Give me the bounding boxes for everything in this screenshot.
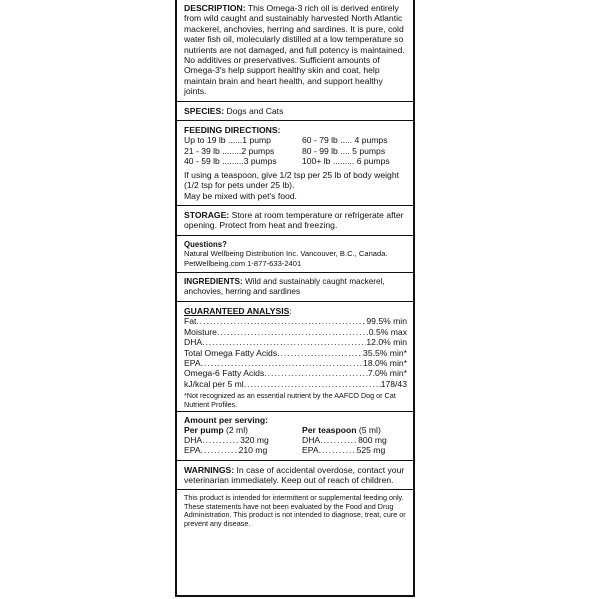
storage-text: Store at room temperature or refrigerate after opening. Protect from heat and freezing. xyxy=(184,209,404,231)
analysis-label: DHA xyxy=(184,337,203,348)
feeding-row: 21 - 39 lb ........2 pumps xyxy=(184,145,275,156)
analysis-value: 0.5% max xyxy=(368,326,407,337)
analysis-footnote: *Not recognized as an essential nutrient by the AAFCO Dog or Cat Nutrient Profiles. xyxy=(184,391,396,409)
storage-heading: STORAGE: xyxy=(184,209,230,220)
description-section xyxy=(184,3,407,97)
serving-amount: 320 mg xyxy=(240,435,269,446)
analysis-row xyxy=(184,316,407,326)
per-teaspoon-unit: (5 ml) xyxy=(356,425,381,435)
mix-note: May be mixed with pet's food. xyxy=(184,190,297,201)
analysis-title xyxy=(184,306,407,316)
divider xyxy=(177,301,413,302)
per-pump-label: Per pump xyxy=(184,425,224,435)
feeding-section xyxy=(184,125,407,201)
warnings-heading: WARNINGS: xyxy=(184,464,235,475)
questions-heading: Questions? xyxy=(184,239,227,249)
feeding-row: 80 - 99 lb .... 5 pumps xyxy=(302,145,386,156)
divider xyxy=(177,120,413,121)
analysis-value: 12.0% min xyxy=(366,337,407,348)
analysis-colon: : xyxy=(289,305,292,316)
serving-amount: 800 mg xyxy=(358,435,387,446)
ingredients-text: Wild and sustainably caught mackerel, anchovies, herring and sardines xyxy=(184,276,385,296)
analysis-row xyxy=(184,337,407,347)
contact-info: PetWellbeing.com 1-877-633-2401 xyxy=(184,258,302,268)
feeding-heading: FEEDING DIRECTIONS: xyxy=(184,125,281,136)
per-teaspoon-label: Per teaspoon xyxy=(302,425,357,435)
serving-heading: Amount per serving: xyxy=(184,415,269,425)
analysis-label: Total Omega Fatty Acids xyxy=(184,347,278,358)
analysis-row xyxy=(184,368,407,378)
divider xyxy=(177,411,413,412)
analysis-label: Omega-6 Fatty Acids xyxy=(184,368,265,379)
serving-amount: 210 mg xyxy=(238,445,268,456)
species-text: Dogs and Cats xyxy=(226,105,284,116)
analysis-section xyxy=(184,306,407,409)
per-teaspoon-column xyxy=(302,425,402,456)
serving-table xyxy=(184,425,407,456)
divider xyxy=(177,205,413,206)
analysis-row xyxy=(184,358,407,368)
analysis-row xyxy=(184,327,407,337)
divider xyxy=(177,460,413,461)
analysis-label: kJ/kcal per 5 ml xyxy=(184,378,244,389)
teaspoon-note: If using a teaspoon, give 1/2 tsp per 25 lb of body weight (1/2 tsp for pets under 25 lb). xyxy=(184,169,399,191)
analysis-heading: GUARANTEED ANALYSIS xyxy=(184,305,290,316)
description-heading: DESCRIPTION: xyxy=(184,3,246,13)
warnings-text: In case of accidental overdose, contact your veterinarian immediately. Keep out of reach of children. xyxy=(184,464,405,486)
analysis-value: 178/43 xyxy=(380,378,407,389)
serving-amount: 525 mg xyxy=(356,445,386,456)
company-address: Natural Wellbeing Distribution Inc. Vancouver, B.C., Canada. xyxy=(184,249,388,259)
ingredients-section xyxy=(184,277,407,297)
divider xyxy=(177,272,413,273)
divider xyxy=(177,101,413,102)
disclaimer-text: This product is intended for intermittent or supplemental feeding only. These statements have not been evaluated by the Food and Drug Administration. This product is not intended to diagnose, treat, cure or prevent any disease. xyxy=(184,493,406,528)
serving-nutrient: DHA xyxy=(184,435,203,446)
per-pump-column xyxy=(184,425,302,456)
species-section xyxy=(184,106,407,116)
serving-section xyxy=(184,415,407,456)
serving-row xyxy=(184,445,302,455)
storage-section xyxy=(184,210,407,231)
feeding-row: 60 - 79 lb ..... 4 pumps xyxy=(302,135,388,146)
feeding-row: 40 - 59 lb .........3 pumps xyxy=(184,156,277,167)
per-pump-unit: (2 ml) xyxy=(223,425,248,435)
analysis-row xyxy=(184,379,407,389)
analysis-value: 99.5% min xyxy=(366,316,407,327)
feeding-row: Up to 19 lb ......1 pump xyxy=(184,135,271,146)
analysis-label: EPA xyxy=(184,357,201,368)
serving-nutrient: EPA xyxy=(302,445,319,456)
analysis-value: 18.0% min* xyxy=(363,357,407,368)
divider xyxy=(177,489,413,490)
divider xyxy=(177,235,413,236)
ingredients-heading: INGREDIENTS: xyxy=(184,276,243,286)
questions-section xyxy=(184,240,407,268)
warnings-section xyxy=(184,465,407,486)
analysis-row xyxy=(184,348,407,358)
product-label-panel xyxy=(175,0,415,597)
serving-row xyxy=(184,435,302,445)
species-heading: SPECIES: xyxy=(184,105,225,116)
serving-nutrient: DHA xyxy=(302,435,321,446)
description-text: This Omega-3 rich oil is derived entirely from wild caught and sustainably harvested North Atlantic mackerel, anchovies, herring and sardines. It is pure, cold water fish oil, molecularly distilled at a low temperature so nutrients are not damaged, and full potency is maintained. No additives or preservatives. Sufficient amounts of Omega-3's help support healthy skin and coat, help maintain brain and heart health, and support healthy joints. xyxy=(184,3,405,97)
analysis-value: 7.0% min* xyxy=(367,368,407,379)
serving-row xyxy=(302,435,402,445)
feeding-table xyxy=(184,135,407,166)
analysis-value: 35.5% min* xyxy=(363,347,407,358)
analysis-label: Moisture xyxy=(184,326,217,337)
analysis-label: Fat xyxy=(184,316,197,327)
serving-nutrient: EPA xyxy=(184,445,201,456)
serving-row xyxy=(302,445,402,455)
feeding-row: 100+ lb ......... 6 pumps xyxy=(302,156,390,167)
